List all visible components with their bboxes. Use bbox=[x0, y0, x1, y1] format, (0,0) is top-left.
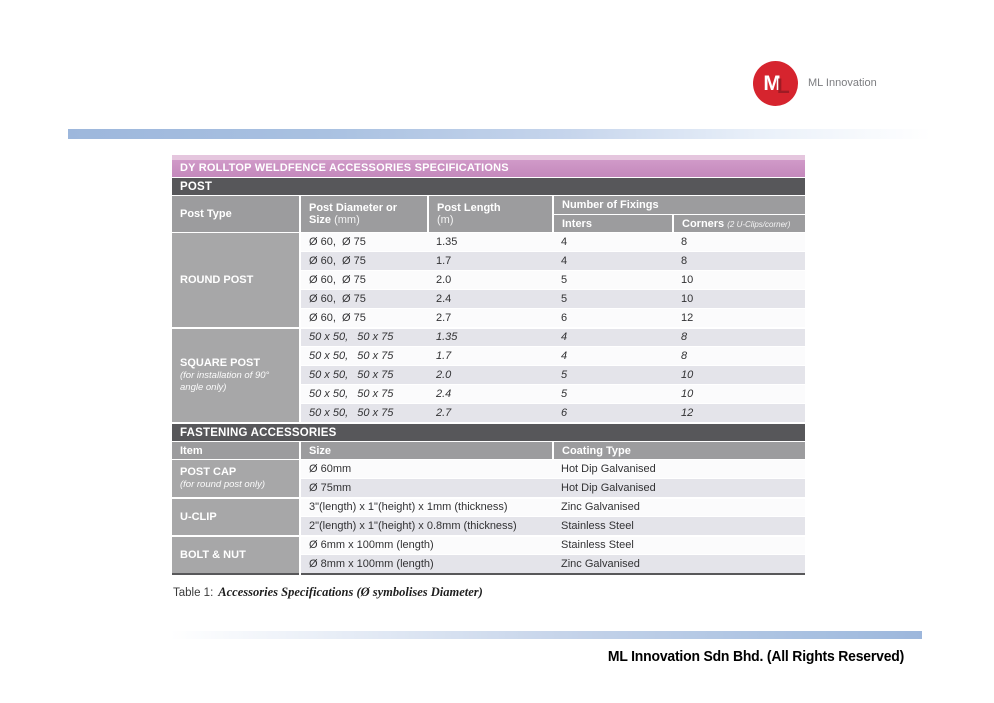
corners-cell: 8 bbox=[673, 233, 805, 252]
post-cap-label: POST CAP (for round post only) bbox=[172, 460, 300, 498]
inters-cell: 4 bbox=[553, 347, 673, 366]
corners-cell: 10 bbox=[673, 271, 805, 290]
length-cell: 2.7 bbox=[428, 309, 553, 328]
round-post-label: ROUND POST bbox=[172, 233, 300, 328]
inters-cell: 5 bbox=[553, 271, 673, 290]
coating-cell: Zinc Galvanised bbox=[553, 555, 805, 574]
square-post-sublabel: (for installation of 90° angle only) bbox=[180, 369, 270, 393]
length-cell: 2.4 bbox=[428, 290, 553, 309]
size-cell: Ø 60, Ø 75 bbox=[300, 309, 428, 328]
coating-cell: Hot Dip Galvanised bbox=[553, 479, 805, 498]
logo-monogram-m: M bbox=[763, 71, 779, 95]
bolt-nut-label: BOLT & NUT bbox=[172, 536, 300, 574]
length-header: Post Length (m) bbox=[428, 196, 553, 233]
footer-copyright: ML Innovation Sdn Bhd. (All Rights Reserved) bbox=[607, 648, 905, 665]
size-cell: Ø 8mm x 100mm (length) bbox=[300, 555, 553, 574]
corners-cell: 10 bbox=[673, 290, 805, 309]
company-name: ML Innovation bbox=[808, 77, 877, 89]
size-cell: Ø 60, Ø 75 bbox=[300, 290, 428, 309]
inters-cell: 5 bbox=[553, 366, 673, 385]
table-row bbox=[172, 233, 805, 252]
post-table bbox=[172, 195, 805, 423]
size-cell: 2"(length) x 1"(height) x 0.8mm (thickness) bbox=[300, 517, 553, 536]
table-row bbox=[172, 328, 805, 347]
table-row bbox=[172, 498, 805, 517]
length-cell: 2.0 bbox=[428, 366, 553, 385]
corners-cell: 12 bbox=[673, 404, 805, 423]
size-cell: Ø 60, Ø 75 bbox=[300, 233, 428, 252]
inters-cell: 6 bbox=[553, 309, 673, 328]
inters-header: Inters bbox=[553, 215, 673, 233]
inters-cell: 4 bbox=[553, 328, 673, 347]
coating-cell: Stainless Steel bbox=[553, 517, 805, 536]
size-cell: 50 x 50, 50 x 75 bbox=[300, 347, 428, 366]
coating-header: Coating Type bbox=[553, 442, 805, 460]
table-row bbox=[172, 460, 805, 479]
corners-cell: 8 bbox=[673, 347, 805, 366]
inters-cell: 6 bbox=[553, 404, 673, 423]
logo-monogram-l: L bbox=[776, 74, 788, 98]
size-cell: 50 x 50, 50 x 75 bbox=[300, 366, 428, 385]
size-cell: Ø 75mm bbox=[300, 479, 553, 498]
square-post-label: SQUARE POST (for installation of 90° angle only) bbox=[172, 328, 300, 423]
post-cap-sublabel: (for round post only) bbox=[180, 478, 266, 490]
post-type-header: Post Type bbox=[172, 196, 300, 233]
table-row bbox=[172, 536, 805, 555]
fastening-section-bar: FASTENING ACCESSORIES bbox=[172, 423, 805, 441]
corners-cell: 10 bbox=[673, 385, 805, 404]
inters-cell: 5 bbox=[553, 290, 673, 309]
size-cell: Ø 60, Ø 75 bbox=[300, 271, 428, 290]
ml-logo-icon bbox=[753, 61, 798, 106]
caption-prefix: Table 1: bbox=[173, 587, 214, 599]
inters-cell: 4 bbox=[553, 252, 673, 271]
size-cell: Ø 6mm x 100mm (length) bbox=[300, 536, 553, 555]
size-cell: 3"(length) x 1"(height) x 1mm (thickness) bbox=[300, 498, 553, 517]
u-clip-label: U-CLIP bbox=[172, 498, 300, 536]
item-header: Item bbox=[172, 442, 300, 460]
top-divider-bar bbox=[68, 129, 931, 139]
length-cell: 2.0 bbox=[428, 271, 553, 290]
size-cell: 50 x 50, 50 x 75 bbox=[300, 404, 428, 423]
fastening-table bbox=[172, 441, 805, 575]
diameter-header: Post Diameter or Size (mm) bbox=[300, 196, 428, 233]
size-cell: 50 x 50, 50 x 75 bbox=[300, 385, 428, 404]
length-cell: 2.7 bbox=[428, 404, 553, 423]
size-cell: Ø 60mm bbox=[300, 460, 553, 479]
corners-cell: 10 bbox=[673, 366, 805, 385]
table-caption bbox=[173, 585, 483, 600]
post-section-bar: POST bbox=[172, 177, 805, 195]
length-cell: 1.7 bbox=[428, 252, 553, 271]
corners-header: Corners (2 U-Clips/corner) bbox=[673, 215, 805, 233]
coating-cell: Stainless Steel bbox=[553, 536, 805, 555]
bottom-divider-bar bbox=[170, 631, 922, 639]
corners-cell: 8 bbox=[673, 252, 805, 271]
size-cell: 50 x 50, 50 x 75 bbox=[300, 328, 428, 347]
size-header: Size bbox=[300, 442, 553, 460]
size-cell: Ø 60, Ø 75 bbox=[300, 252, 428, 271]
corners-cell: 12 bbox=[673, 309, 805, 328]
inters-cell: 4 bbox=[553, 233, 673, 252]
caption-text: Accessories Specifications (Ø symbolises Diameter) bbox=[218, 585, 483, 599]
spec-table-block bbox=[172, 155, 805, 575]
inters-cell: 5 bbox=[553, 385, 673, 404]
length-cell: 1.7 bbox=[428, 347, 553, 366]
coating-cell: Hot Dip Galvanised bbox=[553, 460, 805, 479]
length-cell: 1.35 bbox=[428, 328, 553, 347]
coating-cell: Zinc Galvanised bbox=[553, 498, 805, 517]
length-cell: 1.35 bbox=[428, 233, 553, 252]
table-title-bar: DY ROLLTOP WELDFENCE ACCESSORIES SPECIFICATIONS bbox=[172, 160, 805, 177]
corners-cell: 8 bbox=[673, 328, 805, 347]
length-cell: 2.4 bbox=[428, 385, 553, 404]
fixings-header: Number of Fixings bbox=[553, 196, 805, 215]
